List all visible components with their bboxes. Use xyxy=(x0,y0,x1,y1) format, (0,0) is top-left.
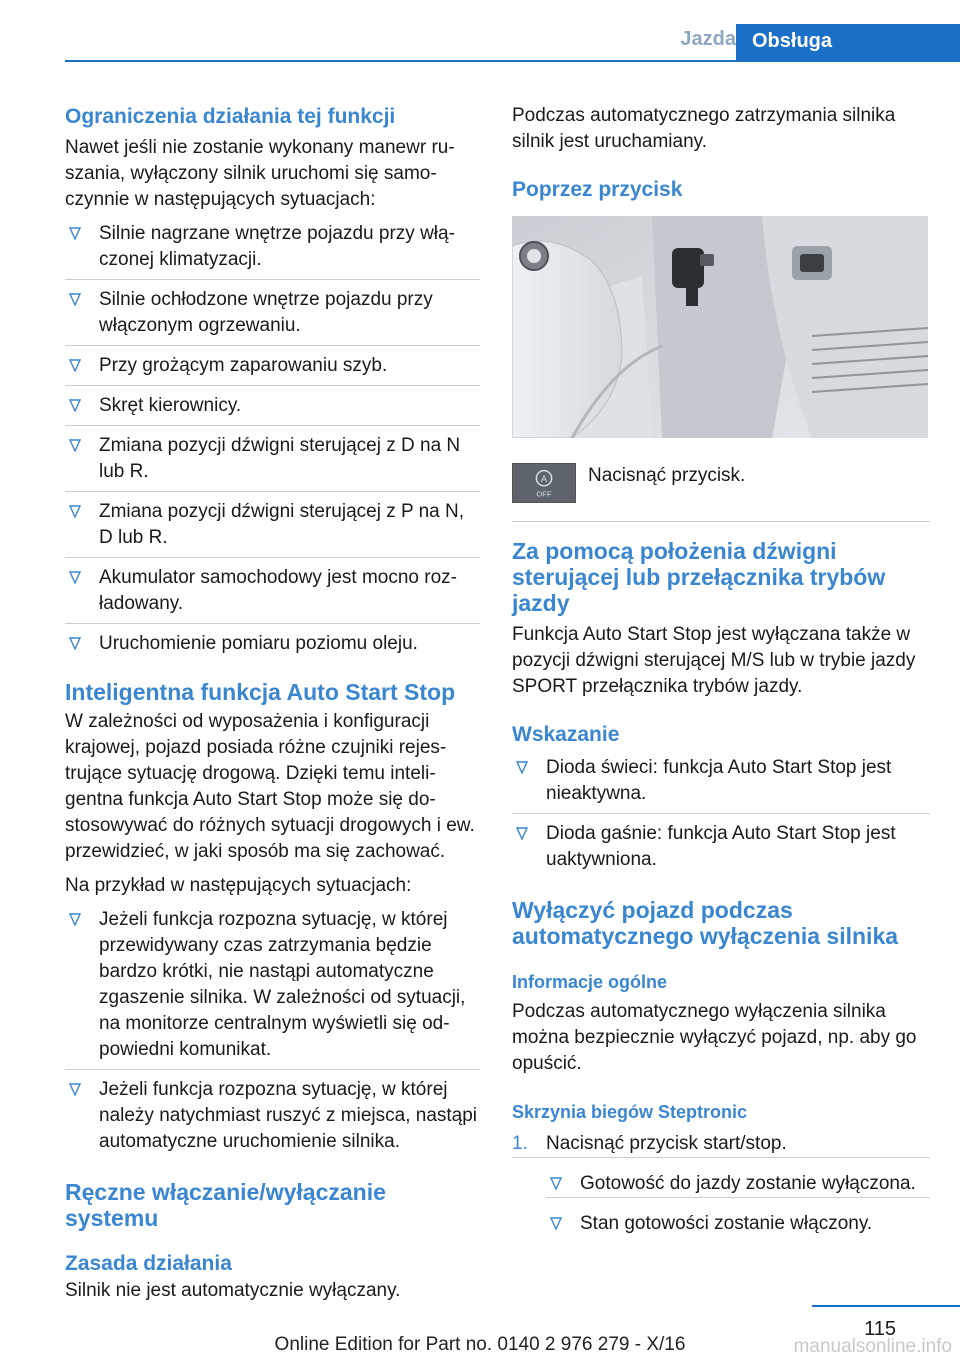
page-header xyxy=(65,24,960,62)
button-icon-label: OFF xyxy=(536,489,552,499)
paragraph-intelligent: W zależności od wyposażenia i konfiguracji krajowej, pojazd posiada różne czujniki rejestrujące sytuację drogową. Dzięki temu inteligentna funkcja Auto Start Stop może się dostosowywać do różnych sytuacji drogowych i ew. przewidzieć, w jaki sposób ma się zachować. xyxy=(65,711,475,862)
list-item xyxy=(512,1131,930,1237)
section-tab-obsluga[interactable]: Obsługa xyxy=(736,24,960,62)
heading-general-info: Informacje ogólne xyxy=(512,972,668,992)
heading-switch-off: Wyłączyć pojazd podczas automatycznego wyłączenia silnika xyxy=(512,897,899,949)
triangle-bullet-icon xyxy=(69,913,81,926)
triangle-bullet-icon xyxy=(69,359,81,372)
separator xyxy=(65,385,480,386)
paragraph-general-info: Podczas automatycznego wyłączenia silnika można bezpiecznie wyłączyć pojazd, np. aby go opuścić. xyxy=(512,1001,917,1074)
separator xyxy=(512,1157,930,1158)
list-item xyxy=(546,1171,930,1197)
separator xyxy=(65,279,480,280)
watermark: manualsonline.info xyxy=(793,1336,952,1357)
heading-principle: Zasada działania xyxy=(65,1252,232,1275)
triangle-bullet-icon xyxy=(69,1083,81,1096)
list-item-text: Akumulator samochodowy jest mocno rozładowany. xyxy=(99,567,457,614)
list-item-text: Silnie ochłodzone wnętrze pojazdu przy włączonym ogrzewaniu. xyxy=(99,289,433,336)
list-item xyxy=(65,433,480,485)
separator xyxy=(65,1069,480,1070)
list-item-text: Stan gotowości zostanie włączony. xyxy=(580,1213,873,1234)
triangle-bullet-icon xyxy=(69,637,81,650)
left-column xyxy=(65,100,480,1304)
list-item xyxy=(65,631,480,657)
separator xyxy=(512,521,930,522)
list-item-text: Przy grożącym zaparowaniu szyb. xyxy=(99,355,388,376)
edition-line: Online Edition for Part no. 0140 2 976 279 - X/16 xyxy=(274,1334,686,1355)
list-item-text: Skręt kierownicy. xyxy=(99,395,242,416)
button-instruction-text: Nacisnąć przycisk. xyxy=(588,465,746,486)
list-item xyxy=(65,353,480,379)
triangle-bullet-icon xyxy=(516,761,528,774)
paragraph-principle: Silnik nie jest automatycznie wyłączany. xyxy=(65,1280,401,1301)
triangle-bullet-icon xyxy=(69,293,81,306)
right-column xyxy=(512,100,930,1237)
list-item-text: Nacisnąć przycisk start/stop. xyxy=(546,1133,787,1154)
paragraph-example: Na przykład w następujących sytuacjach: xyxy=(65,875,412,896)
list-item xyxy=(65,393,480,419)
indicator-list xyxy=(512,755,930,873)
svg-text:A: A xyxy=(540,474,548,486)
list-item xyxy=(65,499,480,551)
separator xyxy=(65,557,480,558)
heading-lever: Za pomocą położenia dźwigni sterującej lub przełącznika trybów jazdy xyxy=(512,538,886,616)
steps-list xyxy=(512,1131,930,1237)
triangle-bullet-icon xyxy=(69,227,81,240)
list-item xyxy=(65,565,480,617)
list-item xyxy=(512,821,930,873)
separator xyxy=(65,345,480,346)
list-item-text: Gotowość do jazdy zostanie wyłączona. xyxy=(580,1173,916,1194)
heading-indicator: Wskazanie xyxy=(512,723,620,746)
list-item xyxy=(546,1211,930,1237)
separator xyxy=(65,491,480,492)
triangle-bullet-icon xyxy=(516,827,528,840)
triangle-bullet-icon xyxy=(69,571,81,584)
heading-limits: Ograniczenia działania tej funkcji xyxy=(65,105,396,128)
intelligent-list xyxy=(65,907,480,1155)
separator xyxy=(65,425,480,426)
heading-by-button: Poprzez przycisk xyxy=(512,178,683,201)
paragraph-limits: Nawet jeśli nie zostanie wykonany manewr ruszania, wyłączony silnik uruchomi się samoczynnie w następujących sytuacjach: xyxy=(65,137,455,210)
button-instruction-row xyxy=(512,463,930,503)
list-item xyxy=(65,1077,480,1155)
footer-rule xyxy=(812,1305,960,1307)
list-item xyxy=(65,221,480,273)
paragraph-lever: Funkcja Auto Start Stop jest wyłączana także w pozycji dźwigni sterującej M/S lub w trybie jazdy SPORT przełącznika trybów jazdy. xyxy=(512,624,916,697)
list-item xyxy=(512,755,930,807)
section-tab-jazda[interactable]: Jazda xyxy=(680,28,736,50)
header-rule xyxy=(65,60,960,62)
heading-manual: Ręczne włączanie/wyłączanie systemu xyxy=(65,1179,386,1231)
list-item-text: Dioda gaśnie: funkcja Auto Start Stop jest uaktywniona. xyxy=(546,823,896,870)
paragraph-top: Podczas automatycznego zatrzymania silnika silnik jest uruchamiany. xyxy=(512,105,896,152)
list-item-text: Uruchomienie pomiaru poziomu oleju. xyxy=(99,633,418,654)
list-item-text: Jeżeli funkcja rozpozna sytuację, w której należy natychmiast ruszyć z miejsca, nastąpi automatyczne uruchomienie silnika. xyxy=(99,1079,478,1152)
list-item-text: Zmiana pozycji dźwigni sterującej z D na N lub R. xyxy=(99,435,461,482)
triangle-bullet-icon xyxy=(69,399,81,412)
triangle-bullet-icon xyxy=(69,439,81,452)
heading-steptronic: Skrzynia biegów Steptronic xyxy=(512,1102,748,1122)
step-number: 1. xyxy=(512,1133,528,1154)
separator xyxy=(65,623,480,624)
triangle-bullet-icon xyxy=(550,1217,562,1230)
limits-list xyxy=(65,221,480,657)
interior-photo xyxy=(512,216,928,438)
list-item xyxy=(65,287,480,339)
auto-start-stop-button-icon xyxy=(512,463,576,503)
separator xyxy=(512,813,930,814)
triangle-bullet-icon xyxy=(69,505,81,518)
heading-intelligent: Inteligentna funkcja Auto Start Stop xyxy=(65,679,456,705)
list-item xyxy=(65,907,480,1063)
list-item-text: Zmiana pozycji dźwigni sterującej z P na N, D lub R. xyxy=(99,501,465,548)
list-item-text: Jeżeli funkcja rozpozna sytuację, w której przewidywany czas zatrzymania będzie bardzo krótki, nie nastąpi automatyczne zgaszenie silnika. W zależności od sytuacji, na monitorze centralnym wyświetli się odpowiedni komunikat. xyxy=(99,909,466,1060)
triangle-bullet-icon xyxy=(550,1177,562,1190)
page-number: 115 xyxy=(864,1318,896,1340)
separator xyxy=(546,1197,930,1198)
list-item-text: Dioda świeci: funkcja Auto Start Stop jest nieaktywna. xyxy=(546,757,892,804)
sub-list xyxy=(546,1171,930,1237)
list-item-text: Silnie nagrzane wnętrze pojazdu przy włączonej klimatyzacji. xyxy=(99,223,455,270)
